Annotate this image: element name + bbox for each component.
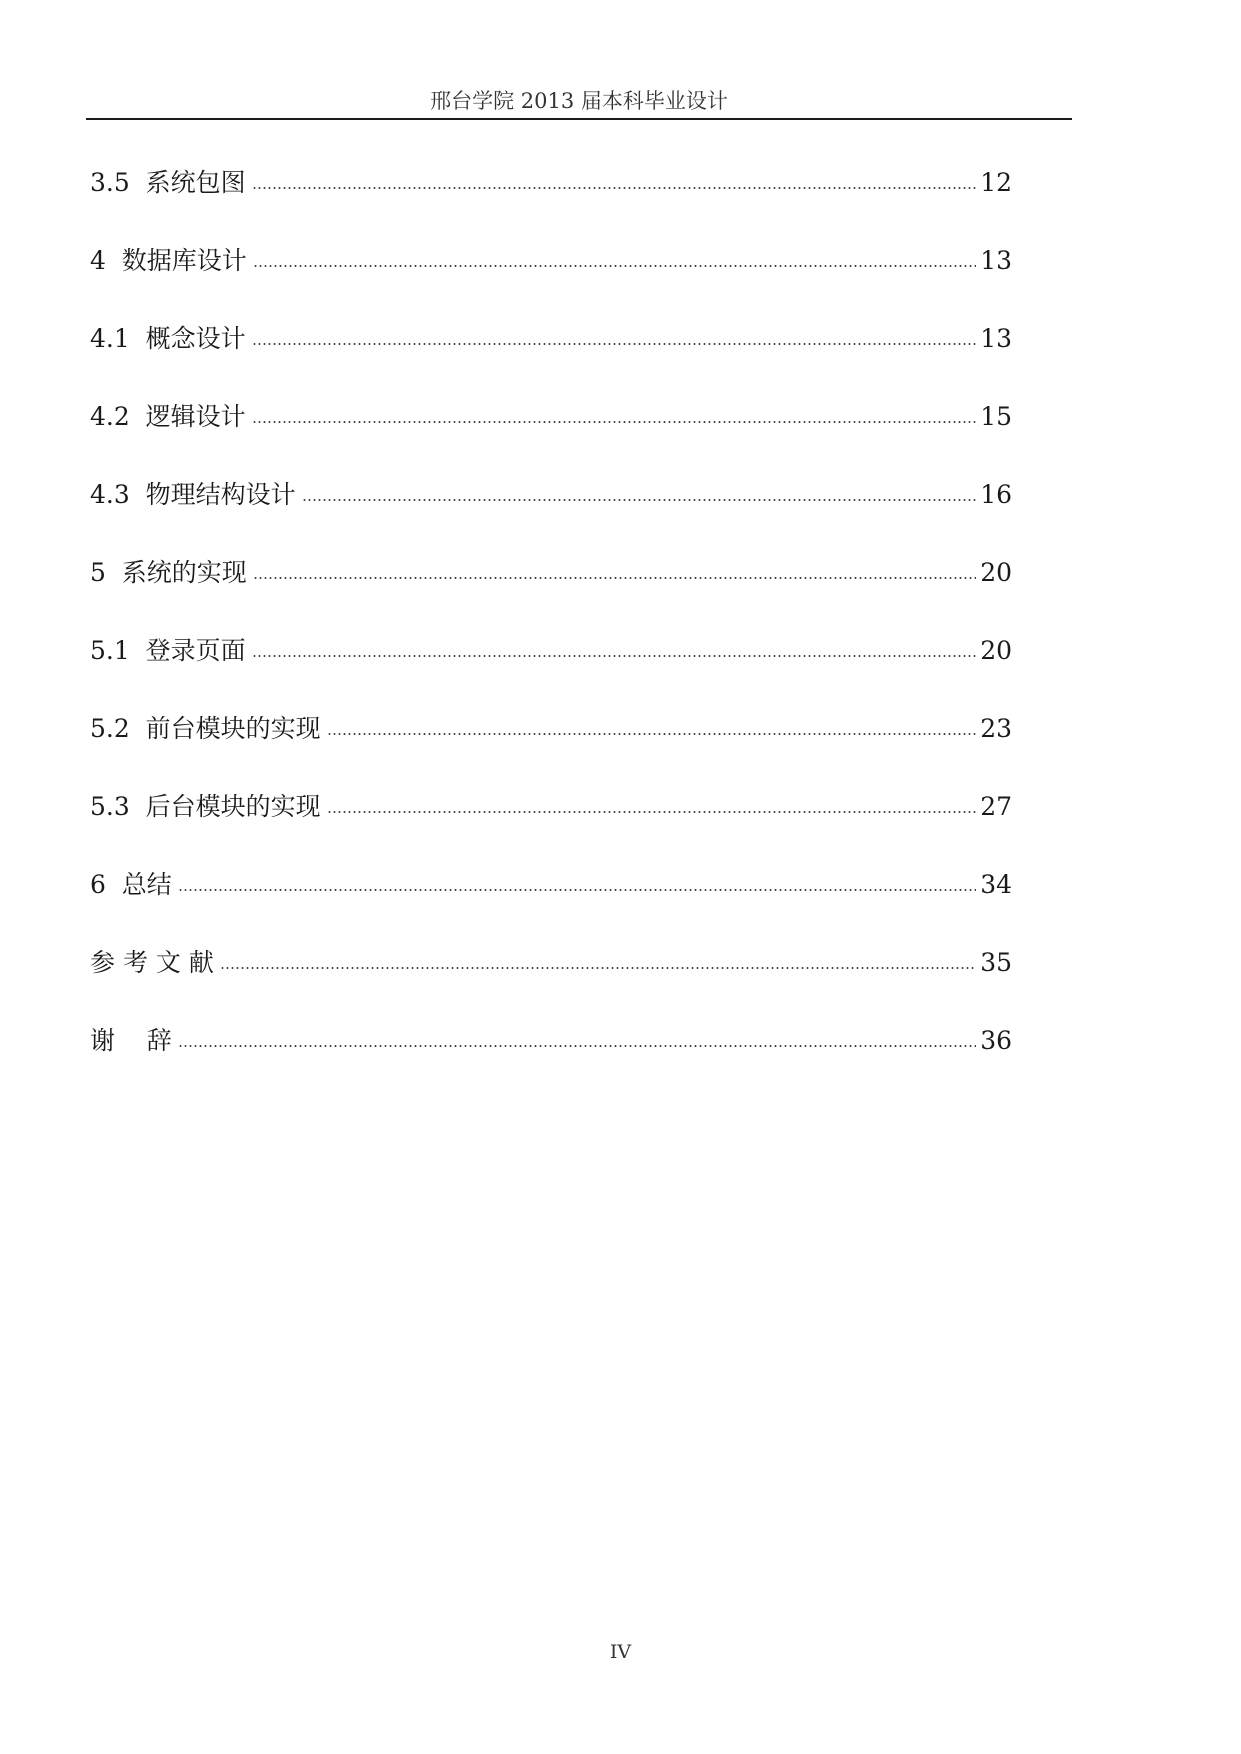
toc-entry-label: 4.3 物理结构设计 [90,480,296,509]
toc-dot-leader [252,655,977,657]
toc-entry[interactable] [90,938,1012,1016]
toc-dot-leader [253,265,976,267]
running-header: 邢台学院 2013 届本科毕业设计 [430,89,728,113]
toc-entry-label: 5.2 前台模块的实现 [90,714,321,743]
toc-entry-page: 20 [980,558,1012,587]
toc-entry-label: 3.5 系统包图 [90,168,246,197]
toc-dot-leader [302,499,977,501]
toc-entry-page: 35 [980,948,1012,977]
toc-entry[interactable] [90,314,1012,392]
toc-dot-leader [252,343,977,345]
toc-entry-page: 12 [980,168,1012,197]
toc-entry-label: 5 系统的实现 [90,558,247,587]
toc-entry-label: 5.3 后台模块的实现 [90,792,321,821]
toc-entry-page: 23 [980,714,1012,743]
toc-entry[interactable] [90,704,1012,782]
toc-entry-label: 4.1 概念设计 [90,324,246,353]
toc-entry[interactable] [90,236,1012,314]
toc-entry-page: 13 [980,246,1012,275]
toc-entry[interactable] [90,392,1012,470]
toc-entry[interactable] [90,1016,1012,1094]
toc-entry[interactable] [90,548,1012,626]
toc-entry-page: 16 [980,480,1012,509]
toc-dot-leader [253,577,976,579]
toc-entry-label: 4 数据库设计 [90,246,247,275]
toc-entry[interactable] [90,860,1012,938]
toc-entry-page: 15 [980,402,1012,431]
toc-entry-page: 27 [980,792,1012,821]
header-rule [86,118,1072,120]
toc-dot-leader [252,187,977,189]
toc-entry-label: 参 考 文 献 [90,948,214,977]
toc-dot-leader [220,967,976,969]
toc-dot-leader [327,811,977,813]
toc-entry[interactable] [90,470,1012,548]
toc-entry-label: 4.2 逻辑设计 [90,402,246,431]
toc-entry[interactable] [90,626,1012,704]
toc-dot-leader [252,421,977,423]
toc-entry-label: 谢 辞 [90,1026,172,1055]
toc-dot-leader [327,733,977,735]
page-number: IV [609,1641,632,1663]
toc-dot-leader [178,1045,976,1047]
toc-entry-page: 36 [980,1026,1012,1055]
toc-entry-page: 34 [980,870,1012,899]
toc-entry-page: 13 [980,324,1012,353]
table-of-contents [90,158,1012,1094]
toc-entry[interactable] [90,158,1012,236]
toc-entry-label: 6 总结 [90,870,172,899]
toc-dot-leader [178,889,976,891]
toc-entry-label: 5.1 登录页面 [90,636,246,665]
toc-entry[interactable] [90,782,1012,860]
toc-entry-page: 20 [980,636,1012,665]
